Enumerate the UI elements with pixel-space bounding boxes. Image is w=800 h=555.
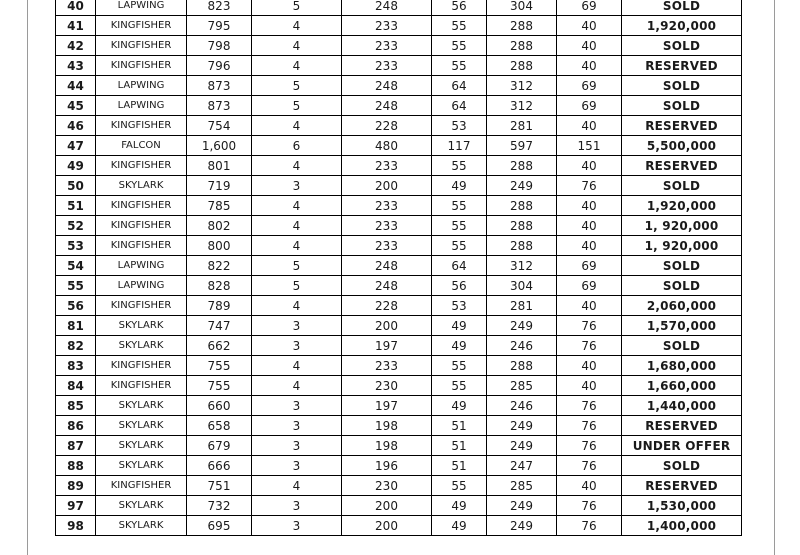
table-row — [56, 0, 742, 16]
size-b-cell: 55 — [432, 476, 487, 496]
size-b-cell: 55 — [432, 356, 487, 376]
price-status-cell: SOLD — [622, 176, 742, 196]
price-status-cell: 1, 920,000 — [622, 236, 742, 256]
bedrooms-cell: 4 — [252, 56, 342, 76]
price-status-cell: 1,400,000 — [622, 516, 742, 536]
house-type-cell: KINGFISHER — [96, 356, 187, 376]
size-total-cell: 288 — [487, 196, 557, 216]
house-type-cell: LAPWING — [96, 0, 187, 16]
table-row — [56, 376, 742, 396]
area-cell: 823 — [187, 0, 252, 16]
price-status-cell: 1,570,000 — [622, 316, 742, 336]
table-row — [56, 276, 742, 296]
house-type-cell: KINGFISHER — [96, 216, 187, 236]
size-total-cell: 288 — [487, 156, 557, 176]
size-a-cell: 200 — [342, 316, 432, 336]
extra-area-cell: 40 — [557, 476, 622, 496]
table-row — [56, 136, 742, 156]
bedrooms-cell: 3 — [252, 176, 342, 196]
house-type-cell: SKYLARK — [96, 496, 187, 516]
size-b-cell: 55 — [432, 16, 487, 36]
size-total-cell: 597 — [487, 136, 557, 156]
bedrooms-cell: 4 — [252, 36, 342, 56]
size-a-cell: 228 — [342, 296, 432, 316]
house-type-cell: KINGFISHER — [96, 56, 187, 76]
price-status-cell: SOLD — [622, 76, 742, 96]
price-status-cell: 1,920,000 — [622, 196, 742, 216]
size-total-cell: 288 — [487, 56, 557, 76]
extra-area-cell: 40 — [557, 296, 622, 316]
house-type-cell: LAPWING — [96, 276, 187, 296]
extra-area-cell: 76 — [557, 176, 622, 196]
size-b-cell: 53 — [432, 116, 487, 136]
size-b-cell: 51 — [432, 456, 487, 476]
table-row — [56, 236, 742, 256]
plot-number-cell: 49 — [56, 156, 96, 176]
size-b-cell: 56 — [432, 276, 487, 296]
table-body — [56, 0, 742, 536]
plot-number-cell: 52 — [56, 216, 96, 236]
price-status-cell: 1,660,000 — [622, 376, 742, 396]
size-a-cell: 233 — [342, 236, 432, 256]
size-total-cell: 288 — [487, 216, 557, 236]
plot-number-cell: 83 — [56, 356, 96, 376]
table-row — [56, 156, 742, 176]
plot-number-cell: 87 — [56, 436, 96, 456]
extra-area-cell: 40 — [557, 156, 622, 176]
extra-area-cell: 76 — [557, 496, 622, 516]
price-status-cell: RESERVED — [622, 416, 742, 436]
price-status-cell: SOLD — [622, 456, 742, 476]
bedrooms-cell: 5 — [252, 76, 342, 96]
table-row — [56, 336, 742, 356]
table-row — [56, 456, 742, 476]
size-a-cell: 233 — [342, 16, 432, 36]
plot-number-cell: 89 — [56, 476, 96, 496]
size-total-cell: 312 — [487, 96, 557, 116]
size-b-cell: 64 — [432, 76, 487, 96]
table-row — [56, 496, 742, 516]
size-total-cell: 281 — [487, 296, 557, 316]
area-cell: 828 — [187, 276, 252, 296]
bedrooms-cell: 3 — [252, 436, 342, 456]
size-a-cell: 196 — [342, 456, 432, 476]
plot-number-cell: 85 — [56, 396, 96, 416]
house-type-cell: LAPWING — [96, 76, 187, 96]
table-row — [56, 316, 742, 336]
area-cell: 662 — [187, 336, 252, 356]
price-status-cell: SOLD — [622, 336, 742, 356]
size-a-cell: 233 — [342, 36, 432, 56]
house-type-cell: FALCON — [96, 136, 187, 156]
bedrooms-cell: 4 — [252, 16, 342, 36]
size-a-cell: 198 — [342, 416, 432, 436]
bedrooms-cell: 5 — [252, 276, 342, 296]
size-a-cell: 233 — [342, 56, 432, 76]
extra-area-cell: 40 — [557, 116, 622, 136]
table-row — [56, 56, 742, 76]
size-total-cell: 281 — [487, 116, 557, 136]
plot-number-cell: 84 — [56, 376, 96, 396]
area-cell: 755 — [187, 376, 252, 396]
bedrooms-cell: 4 — [252, 196, 342, 216]
price-status-cell: 5,500,000 — [622, 136, 742, 156]
plot-number-cell: 41 — [56, 16, 96, 36]
table-row — [56, 416, 742, 436]
plot-number-cell: 86 — [56, 416, 96, 436]
page-border-right — [774, 0, 775, 555]
size-a-cell: 233 — [342, 156, 432, 176]
extra-area-cell: 151 — [557, 136, 622, 156]
table-row — [56, 356, 742, 376]
size-total-cell: 246 — [487, 336, 557, 356]
price-status-cell: SOLD — [622, 256, 742, 276]
house-type-cell: SKYLARK — [96, 336, 187, 356]
house-type-cell: LAPWING — [96, 256, 187, 276]
bedrooms-cell: 3 — [252, 496, 342, 516]
size-a-cell: 200 — [342, 176, 432, 196]
size-a-cell: 200 — [342, 496, 432, 516]
area-cell: 747 — [187, 316, 252, 336]
house-type-cell: KINGFISHER — [96, 376, 187, 396]
extra-area-cell: 69 — [557, 0, 622, 16]
size-a-cell: 233 — [342, 196, 432, 216]
size-b-cell: 56 — [432, 0, 487, 16]
price-status-cell: 1, 920,000 — [622, 216, 742, 236]
size-total-cell: 312 — [487, 256, 557, 276]
size-a-cell: 248 — [342, 96, 432, 116]
bedrooms-cell: 4 — [252, 476, 342, 496]
size-total-cell: 246 — [487, 396, 557, 416]
house-type-cell: SKYLARK — [96, 416, 187, 436]
house-type-cell: KINGFISHER — [96, 16, 187, 36]
area-cell: 801 — [187, 156, 252, 176]
extra-area-cell: 76 — [557, 456, 622, 476]
table-row — [56, 436, 742, 456]
plot-number-cell: 55 — [56, 276, 96, 296]
area-cell: 795 — [187, 16, 252, 36]
size-a-cell: 197 — [342, 396, 432, 416]
extra-area-cell: 76 — [557, 416, 622, 436]
plot-number-cell: 97 — [56, 496, 96, 516]
house-type-cell: KINGFISHER — [96, 476, 187, 496]
plot-number-cell: 82 — [56, 336, 96, 356]
extra-area-cell: 40 — [557, 216, 622, 236]
size-b-cell: 55 — [432, 56, 487, 76]
size-b-cell: 49 — [432, 176, 487, 196]
plot-number-cell: 88 — [56, 456, 96, 476]
size-b-cell: 55 — [432, 236, 487, 256]
size-a-cell: 198 — [342, 436, 432, 456]
size-a-cell: 248 — [342, 256, 432, 276]
extra-area-cell: 69 — [557, 76, 622, 96]
table-row — [56, 16, 742, 36]
extra-area-cell: 69 — [557, 96, 622, 116]
bedrooms-cell: 3 — [252, 516, 342, 536]
area-cell: 873 — [187, 76, 252, 96]
extra-area-cell: 40 — [557, 196, 622, 216]
plot-number-cell: 51 — [56, 196, 96, 216]
house-type-cell: SKYLARK — [96, 176, 187, 196]
house-type-cell: KINGFISHER — [96, 36, 187, 56]
size-b-cell: 51 — [432, 416, 487, 436]
plot-number-cell: 42 — [56, 36, 96, 56]
bedrooms-cell: 4 — [252, 156, 342, 176]
size-b-cell: 64 — [432, 96, 487, 116]
size-a-cell: 228 — [342, 116, 432, 136]
area-cell: 789 — [187, 296, 252, 316]
plot-number-cell: 44 — [56, 76, 96, 96]
plot-number-cell: 56 — [56, 296, 96, 316]
size-total-cell: 249 — [487, 516, 557, 536]
size-b-cell: 53 — [432, 296, 487, 316]
plot-number-cell: 50 — [56, 176, 96, 196]
price-status-cell: SOLD — [622, 96, 742, 116]
area-cell: 660 — [187, 396, 252, 416]
bedrooms-cell: 5 — [252, 0, 342, 16]
size-total-cell: 304 — [487, 276, 557, 296]
size-total-cell: 249 — [487, 316, 557, 336]
bedrooms-cell: 3 — [252, 396, 342, 416]
house-type-cell: SKYLARK — [96, 436, 187, 456]
price-status-cell: RESERVED — [622, 56, 742, 76]
size-a-cell: 233 — [342, 356, 432, 376]
size-a-cell: 230 — [342, 376, 432, 396]
size-b-cell: 55 — [432, 36, 487, 56]
extra-area-cell: 40 — [557, 236, 622, 256]
size-a-cell: 200 — [342, 516, 432, 536]
extra-area-cell: 40 — [557, 16, 622, 36]
bedrooms-cell: 4 — [252, 296, 342, 316]
size-total-cell: 288 — [487, 356, 557, 376]
size-b-cell: 49 — [432, 516, 487, 536]
table-row — [56, 96, 742, 116]
area-cell: 785 — [187, 196, 252, 216]
size-b-cell: 49 — [432, 316, 487, 336]
bedrooms-cell: 4 — [252, 216, 342, 236]
table-row — [56, 196, 742, 216]
plot-number-cell: 46 — [56, 116, 96, 136]
price-status-cell: RESERVED — [622, 476, 742, 496]
area-cell: 751 — [187, 476, 252, 496]
extra-area-cell: 76 — [557, 436, 622, 456]
extra-area-cell: 40 — [557, 356, 622, 376]
area-cell: 732 — [187, 496, 252, 516]
size-total-cell: 247 — [487, 456, 557, 476]
size-b-cell: 117 — [432, 136, 487, 156]
extra-area-cell: 40 — [557, 376, 622, 396]
area-cell: 719 — [187, 176, 252, 196]
price-status-cell: 1,680,000 — [622, 356, 742, 376]
price-status-cell: 1,530,000 — [622, 496, 742, 516]
extra-area-cell: 76 — [557, 516, 622, 536]
bedrooms-cell: 4 — [252, 356, 342, 376]
area-cell: 873 — [187, 96, 252, 116]
table-row — [56, 256, 742, 276]
house-type-cell: KINGFISHER — [96, 236, 187, 256]
house-type-cell: SKYLARK — [96, 516, 187, 536]
size-b-cell: 49 — [432, 496, 487, 516]
price-status-cell: RESERVED — [622, 116, 742, 136]
bedrooms-cell: 3 — [252, 456, 342, 476]
size-b-cell: 49 — [432, 336, 487, 356]
page-border-left — [27, 0, 28, 555]
size-b-cell: 51 — [432, 436, 487, 456]
size-total-cell: 304 — [487, 0, 557, 16]
bedrooms-cell: 3 — [252, 316, 342, 336]
size-b-cell: 64 — [432, 256, 487, 276]
bedrooms-cell: 3 — [252, 336, 342, 356]
plot-number-cell: 40 — [56, 0, 96, 16]
size-a-cell: 230 — [342, 476, 432, 496]
size-total-cell: 285 — [487, 476, 557, 496]
size-total-cell: 249 — [487, 176, 557, 196]
extra-area-cell: 40 — [557, 36, 622, 56]
house-type-cell: KINGFISHER — [96, 196, 187, 216]
price-status-cell: SOLD — [622, 276, 742, 296]
house-type-cell: KINGFISHER — [96, 296, 187, 316]
price-status-cell: UNDER OFFER — [622, 436, 742, 456]
area-cell: 754 — [187, 116, 252, 136]
size-total-cell: 249 — [487, 416, 557, 436]
size-a-cell: 248 — [342, 0, 432, 16]
size-b-cell: 55 — [432, 216, 487, 236]
size-total-cell: 249 — [487, 496, 557, 516]
size-total-cell: 312 — [487, 76, 557, 96]
extra-area-cell: 40 — [557, 56, 622, 76]
price-status-cell: RESERVED — [622, 156, 742, 176]
extra-area-cell: 76 — [557, 316, 622, 336]
area-cell: 822 — [187, 256, 252, 276]
house-type-cell: SKYLARK — [96, 456, 187, 476]
area-cell: 802 — [187, 216, 252, 236]
size-b-cell: 55 — [432, 376, 487, 396]
size-a-cell: 248 — [342, 276, 432, 296]
bedrooms-cell: 5 — [252, 96, 342, 116]
bedrooms-cell: 4 — [252, 376, 342, 396]
plot-number-cell: 81 — [56, 316, 96, 336]
bedrooms-cell: 4 — [252, 236, 342, 256]
house-type-cell: KINGFISHER — [96, 156, 187, 176]
size-a-cell: 480 — [342, 136, 432, 156]
extra-area-cell: 69 — [557, 276, 622, 296]
extra-area-cell: 69 — [557, 256, 622, 276]
price-status-cell: SOLD — [622, 36, 742, 56]
house-type-cell: LAPWING — [96, 96, 187, 116]
table-row — [56, 36, 742, 56]
bedrooms-cell: 5 — [252, 256, 342, 276]
plot-price-table — [55, 0, 742, 536]
area-cell: 755 — [187, 356, 252, 376]
size-a-cell: 197 — [342, 336, 432, 356]
bedrooms-cell: 3 — [252, 416, 342, 436]
size-b-cell: 49 — [432, 396, 487, 416]
size-total-cell: 288 — [487, 16, 557, 36]
extra-area-cell: 76 — [557, 396, 622, 416]
area-cell: 666 — [187, 456, 252, 476]
bedrooms-cell: 6 — [252, 136, 342, 156]
table-row — [56, 296, 742, 316]
extra-area-cell: 76 — [557, 336, 622, 356]
plot-number-cell: 45 — [56, 96, 96, 116]
size-b-cell: 55 — [432, 156, 487, 176]
price-status-cell: 1,920,000 — [622, 16, 742, 36]
plot-number-cell: 43 — [56, 56, 96, 76]
area-cell: 798 — [187, 36, 252, 56]
plot-number-cell: 53 — [56, 236, 96, 256]
bedrooms-cell: 4 — [252, 116, 342, 136]
price-status-cell: SOLD — [622, 0, 742, 16]
size-a-cell: 233 — [342, 216, 432, 236]
table-row — [56, 216, 742, 236]
plot-number-cell: 98 — [56, 516, 96, 536]
area-cell: 796 — [187, 56, 252, 76]
plot-number-cell: 47 — [56, 136, 96, 156]
plot-number-cell: 54 — [56, 256, 96, 276]
table-row — [56, 516, 742, 536]
price-status-cell: 2,060,000 — [622, 296, 742, 316]
size-total-cell: 288 — [487, 36, 557, 56]
size-total-cell: 249 — [487, 436, 557, 456]
house-type-cell: SKYLARK — [96, 316, 187, 336]
table-row — [56, 76, 742, 96]
size-total-cell: 288 — [487, 236, 557, 256]
size-total-cell: 285 — [487, 376, 557, 396]
price-status-cell: 1,440,000 — [622, 396, 742, 416]
table-row — [56, 116, 742, 136]
table-row — [56, 476, 742, 496]
area-cell: 1,600 — [187, 136, 252, 156]
table-row — [56, 396, 742, 416]
area-cell: 695 — [187, 516, 252, 536]
house-type-cell: SKYLARK — [96, 396, 187, 416]
area-cell: 800 — [187, 236, 252, 256]
area-cell: 679 — [187, 436, 252, 456]
size-a-cell: 248 — [342, 76, 432, 96]
area-cell: 658 — [187, 416, 252, 436]
table-row — [56, 176, 742, 196]
house-type-cell: KINGFISHER — [96, 116, 187, 136]
size-b-cell: 55 — [432, 196, 487, 216]
